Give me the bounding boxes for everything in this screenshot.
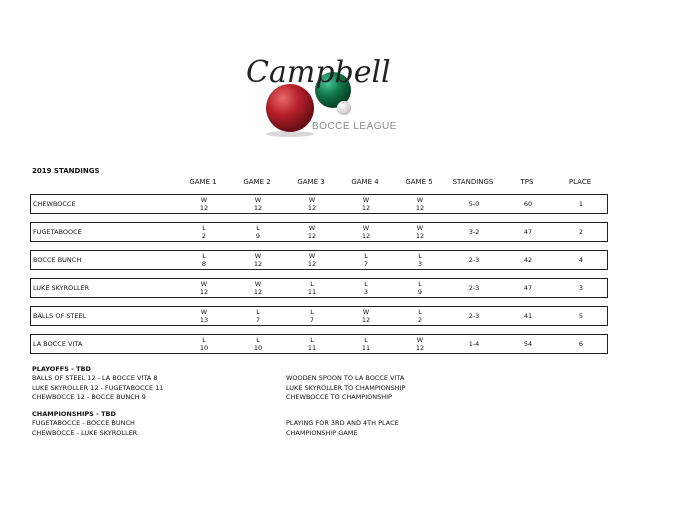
game-score: 3: [363, 288, 369, 296]
header-game-5: GAME 5: [405, 178, 433, 186]
game-outcome: W: [200, 280, 208, 288]
game-result: [243, 224, 273, 240]
match-result: CHEWBOCCE - LUKE SKYROLLER: [32, 428, 138, 437]
game-outcome: L: [256, 224, 260, 232]
game-result: [351, 336, 381, 352]
red-bocce-ball: [266, 84, 314, 132]
game-outcome: W: [200, 308, 208, 316]
game-outcome: L: [364, 280, 368, 288]
game-score: 12: [199, 204, 209, 212]
game-result: [297, 308, 327, 324]
team-place: 2: [578, 228, 584, 236]
game-score: 7: [309, 316, 315, 324]
game-score: 13: [199, 316, 209, 324]
game-result: [351, 308, 381, 324]
game-score: 11: [361, 344, 371, 352]
campbell-bocce-logo: [240, 40, 410, 140]
game-score: 11: [307, 288, 317, 296]
match-result: BALLS OF STEEL 12 - LA BOCCE VITA 8: [32, 374, 158, 382]
game-result: [351, 224, 381, 240]
game-outcome: L: [202, 252, 206, 260]
game-outcome: W: [200, 196, 208, 204]
game-score: 12: [253, 260, 263, 268]
game-score: 3: [417, 260, 423, 268]
game-result: [297, 336, 327, 352]
game-outcome: W: [254, 280, 262, 288]
game-outcome: L: [310, 280, 314, 288]
table-row: [30, 334, 608, 354]
game-outcome: W: [308, 224, 316, 232]
game-result: [405, 308, 435, 324]
game-result: [405, 280, 435, 296]
header-standings: STANDINGS: [452, 178, 494, 186]
game-score: 9: [417, 288, 423, 296]
table-row: [30, 222, 608, 242]
game-outcome: W: [254, 196, 262, 204]
game-result: [189, 336, 219, 352]
game-result: [243, 336, 273, 352]
game-score: 12: [361, 232, 371, 240]
game-score: 10: [253, 344, 263, 352]
game-outcome: W: [362, 308, 370, 316]
game-result: [297, 252, 327, 268]
header-game-2: GAME 2: [243, 178, 271, 186]
table-row: [30, 306, 608, 326]
team-place: 5: [578, 312, 584, 320]
standings-title: 2019 STANDINGS: [32, 167, 100, 175]
game-outcome: W: [254, 252, 262, 260]
match-note: LUKE SKYROLLER TO CHAMPIONSHIP: [286, 383, 406, 392]
game-score: 12: [253, 204, 263, 212]
game-outcome: L: [310, 336, 314, 344]
game-score: 12: [307, 232, 317, 240]
logo-subtitle: BOCCE LEAGUE: [312, 121, 397, 132]
table-row: [30, 194, 608, 214]
game-outcome: L: [418, 280, 422, 288]
game-score: 12: [415, 344, 425, 352]
game-result: [189, 280, 219, 296]
game-outcome: L: [202, 224, 206, 232]
team-tps: 54: [523, 340, 533, 348]
game-score: 11: [307, 344, 317, 352]
game-result: [189, 308, 219, 324]
playoffs-title: PLAYOFFS - TBD: [32, 365, 91, 373]
match-note: CHEWBOCCE TO CHAMPIONSHIP: [286, 393, 392, 401]
game-outcome: L: [256, 336, 260, 344]
team-standing: 1-4: [468, 340, 480, 348]
team-standing: 3-2: [468, 228, 480, 236]
game-result: [243, 252, 273, 268]
table-row: [30, 250, 608, 270]
game-score: 7: [363, 260, 369, 268]
game-outcome: L: [418, 308, 422, 316]
game-result: [405, 196, 435, 212]
team-name: BALLS OF STEEL: [33, 312, 87, 320]
game-score: 12: [415, 204, 425, 212]
match-result: CHEWBOCCE 12 - BOCCE BUNCH 9: [32, 393, 146, 401]
team-place: 6: [578, 340, 584, 348]
game-result: [405, 252, 435, 268]
match-note: PLAYING FOR 3RD AND 4TH PLACE: [286, 419, 399, 427]
header-game-4: GAME 4: [351, 178, 379, 186]
team-standing: 5-0: [468, 200, 480, 208]
game-outcome: W: [308, 252, 316, 260]
game-outcome: L: [418, 252, 422, 260]
game-result: [189, 196, 219, 212]
team-name: LUKE SKYROLLER: [33, 284, 90, 292]
game-score: 9: [255, 232, 261, 240]
team-tps: 60: [523, 200, 533, 208]
game-outcome: W: [416, 336, 424, 344]
game-result: [351, 196, 381, 212]
game-outcome: W: [362, 224, 370, 232]
game-score: 12: [253, 288, 263, 296]
header-tps: TPS: [520, 178, 534, 186]
game-result: [297, 280, 327, 296]
team-tps: 42: [523, 256, 533, 264]
game-result: [297, 196, 327, 212]
game-score: 10: [199, 344, 209, 352]
match-note: CHAMPIONSHIP GAME: [286, 428, 358, 437]
team-tps: 41: [523, 312, 533, 320]
team-name: CHEWBOCCE: [33, 200, 76, 208]
team-place: 1: [578, 200, 584, 208]
pallino-ball: [337, 101, 351, 115]
header-game-1: GAME 1: [189, 178, 217, 186]
game-result: [405, 224, 435, 240]
game-score: 2: [201, 232, 207, 240]
team-name: LA BOCCE VITA: [33, 340, 83, 348]
team-standing: 2-3: [468, 312, 480, 320]
game-score: 12: [361, 316, 371, 324]
game-score: 8: [201, 260, 207, 268]
game-score: 12: [415, 232, 425, 240]
header-place: PLACE: [568, 178, 592, 186]
game-score: 12: [199, 288, 209, 296]
game-result: [243, 308, 273, 324]
game-outcome: W: [362, 196, 370, 204]
game-result: [243, 280, 273, 296]
game-score: 12: [361, 204, 371, 212]
team-standing: 2-3: [468, 256, 480, 264]
match-result: LUKE SKYROLLER 12 - FUGETABOCCE 11: [32, 383, 164, 392]
game-result: [189, 252, 219, 268]
table-row: [30, 278, 608, 298]
header-game-3: GAME 3: [297, 178, 325, 186]
game-outcome: L: [310, 308, 314, 316]
game-outcome: W: [416, 224, 424, 232]
game-score: 12: [307, 260, 317, 268]
game-result: [405, 336, 435, 352]
logo-script-text: Campbell: [246, 55, 391, 90]
game-result: [351, 252, 381, 268]
team-name: BOCCE BUNCH: [33, 256, 82, 264]
team-standing: 2-3: [468, 284, 480, 292]
team-tps: 47: [523, 228, 533, 236]
game-outcome: W: [308, 196, 316, 204]
championships-title: CHAMPIONSHIPS - TBD: [32, 410, 116, 418]
game-outcome: L: [364, 336, 368, 344]
game-score: 2: [417, 316, 423, 324]
game-result: [297, 224, 327, 240]
team-place: 3: [578, 284, 584, 292]
game-outcome: L: [256, 308, 260, 316]
game-result: [243, 196, 273, 212]
match-note: WOODEN SPOON TO LA BOCCE VITA: [286, 374, 405, 382]
game-outcome: L: [202, 336, 206, 344]
game-outcome: W: [416, 196, 424, 204]
team-place: 4: [578, 256, 584, 264]
game-result: [351, 280, 381, 296]
match-result: FUGETABOCCE - BOCCE BUNCH: [32, 419, 135, 427]
team-name: FUGETABOOCE: [33, 228, 82, 236]
game-score: 12: [307, 204, 317, 212]
game-result: [189, 224, 219, 240]
team-tps: 47: [523, 284, 533, 292]
game-outcome: L: [364, 252, 368, 260]
game-score: 7: [255, 316, 261, 324]
